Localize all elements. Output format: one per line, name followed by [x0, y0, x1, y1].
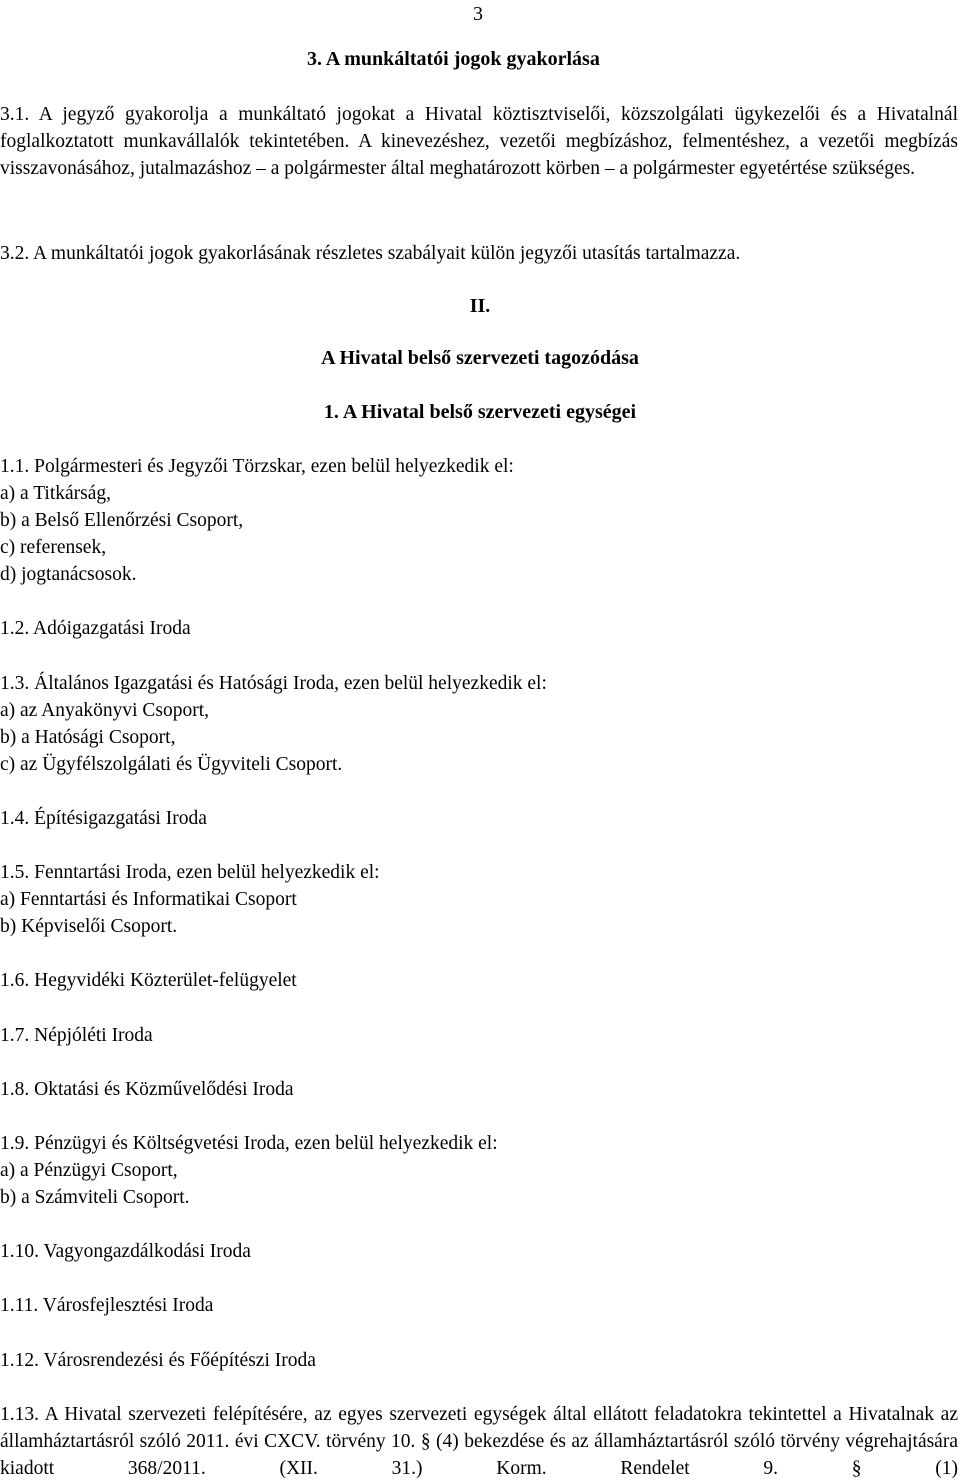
unit-heading: 1.9. Pénzügyi és Költségvetési Iroda, ezen belül helyezkedik el: [0, 1133, 498, 1154]
unit-item: b) a Számviteli Csoport. [0, 1187, 190, 1208]
unit-item: a) Fenntartási és Informatikai Csoport [0, 889, 297, 910]
unit-item: b) a Belső Ellenőrzési Csoport, [0, 510, 244, 531]
unit-heading: 1.2. Adóigazgatási Iroda [0, 618, 191, 639]
unit-item: a) a Pénzügyi Csoport, [0, 1160, 178, 1181]
chapter-roman: II. [469, 295, 491, 317]
paragraph-1-13: 1.13. A Hivatal szervezeti felépítésére, az egyes szervezeti egységek által ellátott feladatokra tekintettel a Hivatalnak az államháztartásról szóló 2011. évi CXCV. törvény 10. § (4) bekezdése és az államháztartásról szóló törvény végrehajtására kiadott 368/2011. (XII. 31.) Korm. Rendelet 9. § (1) [0, 1404, 958, 1479]
chapter-subtitle: 1. A Hivatal belső szervezeti egységei [323, 401, 637, 423]
unit-heading: 1.3. Általános Igazgatási és Hatósági Iroda, ezen belül helyezkedik el: [0, 673, 547, 694]
paragraph-3-1: 3.1. A jegyző gyakorolja a munkáltató jogokat a Hivatal köztisztviselői, közszolgálati ügykezelői és a Hivatalnál foglalkoztatott munkavállalók tekintetében. A kinevezéshez, vezetői megbízáshoz, felmentéshez, a vezetői megbízás visszavonásához, jutalmazáshoz – a polgármester által meghatározott körben – a polgármester egyetértése szükséges. [0, 104, 958, 179]
unit-heading: 1.5. Fenntartási Iroda, ezen belül helyezkedik el: [0, 862, 380, 883]
unit-heading: 1.6. Hegyvidéki Közterület-felügyelet [0, 970, 297, 991]
unit-heading: 1.1. Polgármesteri és Jegyzői Törzskar, ezen belül helyezkedik el: [0, 456, 514, 477]
page-number: 3 [473, 3, 483, 25]
unit-item: c) referensek, [0, 537, 107, 558]
unit-item: a) az Anyakönyvi Csoport, [0, 700, 210, 721]
unit-heading: 1.12. Városrendezési és Főépítészi Iroda [0, 1350, 316, 1371]
unit-item: d) jogtanácsosok. [0, 564, 137, 585]
unit-item: c) az Ügyfélszolgálati és Ügyviteli Csoport. [0, 754, 343, 775]
chapter-title: A Hivatal belső szervezeti tagozódása [321, 347, 639, 369]
unit-item: b) a Hatósági Csoport, [0, 727, 176, 748]
section-title: 3. A munkáltatói jogok gyakorlása [307, 48, 600, 70]
unit-heading: 1.8. Oktatási és Közművelődési Iroda [0, 1079, 294, 1100]
unit-item: a) a Titkárság, [0, 483, 112, 504]
unit-heading: 1.10. Vagyongazdálkodási Iroda [0, 1241, 251, 1262]
unit-heading: 1.11. Városfejlesztési Iroda [0, 1295, 214, 1316]
unit-heading: 1.7. Népjóléti Iroda [0, 1025, 153, 1046]
paragraph-3-2: 3.2. A munkáltatói jogok gyakorlásának részletes szabályait külön jegyzői utasítás tartalmazza. [0, 243, 741, 264]
unit-item: b) Képviselői Csoport. [0, 916, 178, 937]
unit-heading: 1.4. Építésigazgatási Iroda [0, 808, 207, 829]
